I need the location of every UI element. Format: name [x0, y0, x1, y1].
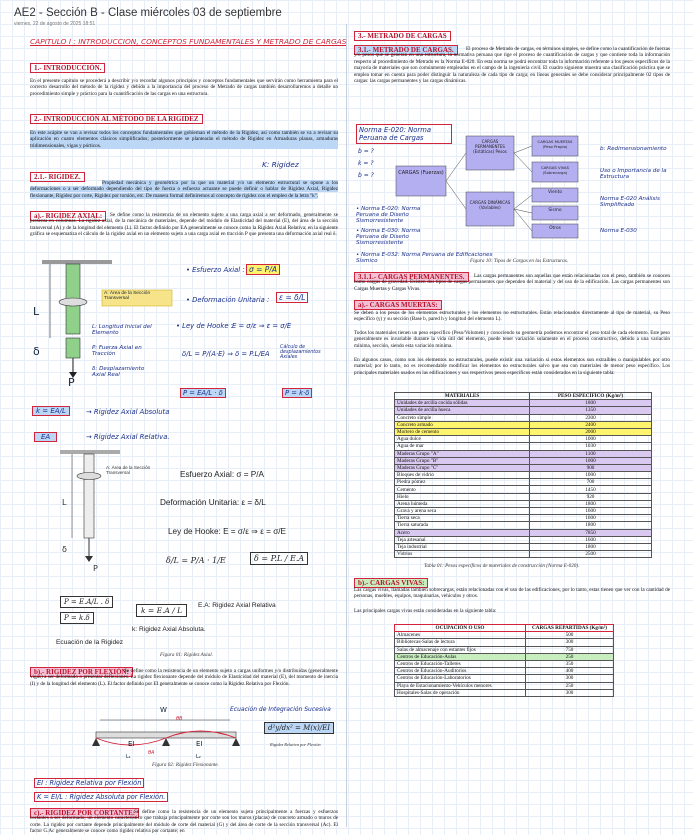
hw-norma-e020: Norma E-020: Norma Peruana de Cargas: [356, 124, 452, 144]
section-311-title: 3.1.1.- CARGAS PERMANENTES.: [354, 272, 469, 282]
hw-longitud: L: Longitud Inicial del Elemento: [92, 324, 152, 336]
weight-cell: 2400: [530, 421, 652, 428]
table-row: [395, 675, 614, 682]
section-a-title: a).- RIGIDEZ AXIAL:: [30, 211, 106, 221]
hw-kaxial-text: → Rigidez Axial Absoluta: [86, 408, 170, 416]
load-cell: 250: [526, 682, 614, 689]
section-311-text: Las cargas permanentes son aquellas que están relacionadas con el peso, también se conocen como cargas de gravedad. Existen dos tipos de cargas permanentes que dependen del material y del uso de la edificación. Las cargas permanentes son Cargas Muertas y Cargas Vivas.: [354, 273, 670, 292]
load-cell: 300: [526, 675, 614, 682]
material-cell: Concreto simple: [395, 414, 530, 421]
fig-resultado: δ = P.L / E.A: [250, 552, 308, 565]
hw-left-e: • Norma E-020: Norma Peruana de Diseño Sismorresistente: [356, 206, 421, 224]
hw-relacion: δ/L = P/(A·E) ⇒ δ = P.L/EA: [182, 350, 270, 358]
hw-deformacion-formula: ε = δ/L: [276, 292, 308, 303]
diagram-cargas: CARGAS (Fuerzas): [398, 170, 444, 176]
weight-cell: 1800: [530, 500, 652, 507]
fig-deformacion: Deformación Unitaria: ε = δ/L: [160, 498, 266, 507]
section-b-vivas-text: Las cargas vivas, llamadas también sobrecargas, están relacionadas con el uso de las edificaciones, por lo tanto, estas tienen que ver con la cantidad de personas, muebles, equipos, maquinarias, vehículos y otros.: [354, 587, 670, 600]
material-cell: Mortero de cemento: [395, 428, 530, 435]
diagram-otros: Otros: [549, 226, 561, 231]
section-2-title: 2.- INTRODUCCIÓN AL MÉTODO DE LA RIGIDEZ: [30, 114, 203, 124]
section-3-title: 3.- METRADO DE CARGAS: [354, 31, 451, 41]
table-row: [395, 428, 652, 435]
load-cell: 250: [526, 653, 614, 660]
beam: [96, 732, 236, 738]
weight-cell: 2300: [530, 414, 652, 421]
material-cell: Bloques de vidrio: [395, 472, 530, 479]
material-cell: Teja industrial: [395, 543, 530, 550]
weight-cell: 1800: [530, 400, 652, 407]
fig-eq-label: Ecuación de la Rigidez: [56, 639, 124, 646]
load-cell: 300: [526, 639, 614, 646]
bar-lower: [66, 338, 80, 358]
hw-deformacion: • Deformación Unitaria :: [186, 296, 270, 304]
hw-desplazamiento: δ: Desplazamiento Axial Real: [92, 366, 145, 378]
usage-cell: Hospitales-Salas de operación: [395, 689, 526, 696]
load-cell: 350: [526, 660, 614, 667]
section-21-title: 2.1.- RIGIDEZ.: [30, 172, 85, 182]
hw-side-e: b: Redimensionamiento: [600, 146, 667, 152]
table-row: [395, 486, 652, 493]
table-row: [395, 464, 652, 471]
table-row: [395, 443, 652, 450]
weight-cell: 1600: [530, 508, 652, 515]
table-row: [395, 682, 614, 689]
material-cell: Agua de mar: [395, 443, 530, 450]
section-21-text: Propiedad mecánica y geométrica por la que un material y/o un elemento estructural se opone a los deformaciones o a ser deformado dependiendo del tipo de fuerza o esfuerzo actuante se puede definir o hablar de Rigidez Axial, Rigidez flexionante, Rigidez por corte, Rigidez por torsión, etc. De manera formal definiremos al concepto de rigidez con el empleo de la letra "k".: [30, 180, 338, 199]
hw-ea-text: → Rigidez Axial Relativa.: [86, 433, 170, 441]
edge-2: [446, 181, 466, 209]
bar-section-ellipse: [59, 298, 87, 306]
material-cell: Cemento: [395, 486, 530, 493]
beam-ei-2: EI: [196, 740, 203, 748]
fig-ea-label: E.A: Rigidez Axial Relativa: [198, 602, 276, 609]
support-c: [232, 738, 240, 746]
beam-ei-1: EI: [128, 740, 135, 748]
table-row: [395, 646, 614, 653]
fig-area-label: A: Área de la Sección Transversal: [106, 465, 151, 475]
fig-pk2: P = k.δ: [60, 612, 94, 624]
hw-side-b: Uso o Importancia de la Estructura: [600, 168, 667, 180]
section-b-text: Se define como la resistencia de un elemento sujeto a cargas uniformes y/o distribuidas (generalmente vigas) a ser deformado o presentar deflexiones. La rigidez flexionante depende del módulo de Elasticidad del material (E), del momento de inercia (I) y de la longitud del elemento (L). El factor definido por EI generalmente se conoce como la Rigidez Relativa por Flexión.: [30, 668, 338, 687]
table-row: [395, 660, 614, 667]
hw-fuerza: P: Fuerza Axial en Tracción: [92, 345, 142, 357]
material-cell: Concreto armado: [395, 421, 530, 428]
table-row: [395, 522, 652, 529]
section-1-text: En el presente capítulo se procederá a describir y/o recordar algunos principios y conceptos fundamentales que servirán como herramienta para el correcto desarrollo del método de la rigidez y debido a la importancia del proceso de Metrado de cargas también desarrollaremos a detalle un procedimiento simple y práctico para la cuantificación de las cargas en una estructura.: [30, 78, 338, 97]
fig-l-label: L: [62, 498, 67, 507]
usage-cell: Centros de Educación-Laboratorios: [395, 675, 526, 682]
sketch-p-label: P: [68, 376, 75, 389]
figure-02-caption: Figura 02: Rigidez Flexionante.: [152, 762, 219, 768]
table-row: [395, 407, 652, 414]
hw-pk2: P = k·δ: [282, 388, 312, 398]
table-row: [395, 493, 652, 500]
material-cell: Tierra saturada: [395, 522, 530, 529]
flex-equation: d²y/dx² = M(x)/EI: [264, 722, 334, 734]
weight-cell: 1000: [530, 436, 652, 443]
usage-cell: Centros de Educación-Auditorios: [395, 668, 526, 675]
table-row: [395, 639, 614, 646]
beam-figure: [90, 712, 240, 762]
figure-10-caption: Figura 10: Tipos de Cargas en las Estructuras.: [470, 258, 569, 264]
table-row: [395, 668, 614, 675]
flex-eq-label: Rigidez Relativa por Flexión: [270, 742, 321, 747]
table-row: [395, 515, 652, 522]
table-row: [395, 543, 652, 550]
material-cell: Teja artesanal: [395, 536, 530, 543]
table-row: [395, 689, 614, 696]
live-loads-table: [394, 624, 614, 697]
chapter-title: CAPITULO I : INTRODUCCION, CONCEPTOS FUNDAMENTALES Y METRADO DE CARGAS: [30, 37, 347, 46]
section-a-muertas-text: Se deben a los pesos de los elementos estructurales y los elementos no estructurales. Están relacionados directamente al tipo de material, su Peso específico (γ) y su sección (Base b, pared h y longitud del elemento L).: [354, 310, 670, 323]
usage-cell: Centros de Educación-Aulas: [395, 653, 526, 660]
beam-l2: L₂: [196, 754, 201, 760]
table-row: [395, 632, 614, 639]
beam-l1: L₁: [126, 754, 131, 760]
weight-cell: 1600: [530, 536, 652, 543]
fig-pk1: P = E.A/L . δ: [60, 596, 113, 608]
diagram-muertas: CARGAS MUERTAS (Peso Propio): [537, 139, 573, 149]
section-b-cargas-vivas: b).- CARGAS VIVAS:: [354, 578, 428, 588]
fig-bar: [84, 454, 94, 538]
fig-p-label: P: [93, 564, 98, 573]
material-cell: Maderas Grupo "A": [395, 450, 530, 457]
table-row: [395, 400, 652, 407]
weight-cell: 920: [530, 493, 652, 500]
fig-relacion: δ/L = P/A · 1/E: [166, 556, 226, 565]
beam-theta-b: θB: [176, 716, 183, 722]
section-2-text: En este acápite se van a revisar todos los conceptos fundamentales que gobiernan el método de la Rigidez, así como también se va a revisar su aplicación en cuatro elementos clásicos simplificados; posteriormente se plantearán el método de Rigidez en Armaduras planas, armaduras tridimensionales, vigas y pórticos.: [30, 130, 338, 149]
material-cell: Hielo: [395, 493, 530, 500]
support-top: [42, 260, 112, 264]
fig-k: k = E.A / L: [136, 604, 187, 617]
hw-hooke: • Ley de Hooke :: [176, 322, 233, 330]
figure-01-caption: Figura 01: Rigidez Axial.: [160, 652, 213, 658]
diagram-viento: Viento: [547, 190, 563, 195]
weight-cell: 1000: [530, 472, 652, 479]
material-cell: Grava y arena seca: [395, 508, 530, 515]
table-row: [395, 457, 652, 464]
fig-hooke: Ley de Hooke: E = σ/ε ⇒ ε = σ/E: [168, 527, 287, 536]
load-cell: 400: [526, 668, 614, 675]
table-row: [395, 529, 652, 536]
hw-left-d: b = ?: [358, 172, 374, 179]
table-row: [395, 436, 652, 443]
hw-left-a: b = ?: [358, 148, 374, 155]
usage-cell: Almacenes: [395, 632, 526, 639]
diagram-permanentes: CARGAS PERMANENTES (Estáticas) Pesos: [473, 139, 507, 154]
hw-left-c: k = ?: [358, 160, 374, 167]
diagram-dinamicas: CARGAS DINÁMICAS (Variables): [469, 200, 511, 210]
weight-header: PESO ESPECÍFICO (Kg/m³): [530, 393, 652, 400]
hw-left-f: • Norma E-030: Norma Peruana de Diseño Sismorresistente: [356, 228, 421, 246]
fig-support: [60, 450, 120, 454]
diagram-vivas: CARGAS VIVAS (Sobrecarga): [540, 165, 570, 175]
usage-cell: Bibliotecas-Salas de lectura: [395, 639, 526, 646]
column-divider: [346, 24, 347, 827]
usage-cell: Playa de Estacionamiento-Vehículos menores: [395, 682, 526, 689]
hw-hooke-formula: E = σ/ε ⇒ ε = σ/E: [232, 322, 292, 330]
hw-k: K = EI/L : Rigidez Absoluta por Flexión.: [34, 792, 168, 802]
section-b-title: b).- RIGIDEZ POR FLEXIÓN:: [30, 667, 133, 677]
material-cell: Piedra pómez: [395, 479, 530, 486]
weight-cell: 2500: [530, 551, 652, 558]
table-row: [395, 653, 614, 660]
fig-esfuerzo: Esfuerzo Axial: σ = P/A: [180, 470, 265, 479]
materials-header: MATERIALES: [395, 393, 530, 400]
usage-cell: Centros de Educación-Talleres: [395, 660, 526, 667]
weight-cell: 1600: [530, 515, 652, 522]
handwritten-k-rigidez: K: Rigidez: [262, 160, 299, 169]
section-31-title: 3.1.- METRADO DE CARGAS.: [354, 45, 458, 55]
weight-cell: 2000: [530, 428, 652, 435]
sketch-d-label: δ: [33, 345, 40, 358]
weight-cell: 1100: [530, 450, 652, 457]
material-cell: Acero: [395, 529, 530, 536]
section-a-text: Se define como la resistencia de un elemento sujeto a una carga axial a ser deformado, generalmente se presenta en columnas. La rigidez axial, de la mecánica de materiales, depende del módulo de Elasticidad del material (E), del área de la sección transversal (A) y de la longitud del elemento (L). El factor definido por EA generalmente se conoce como la Rigidez Axial Relativa; en la siguiente gráfica se esquematiza el cálculo de la rigidez axial en un elemento sujeto a una carga axial en tracción P que presenta una deformación axial real δ.: [30, 212, 338, 238]
materials-table: [394, 392, 652, 558]
table-row: [395, 414, 652, 421]
material-cell: Vidrios: [395, 551, 530, 558]
sketch-l-label: L: [33, 305, 40, 318]
weight-cell: 1030: [530, 443, 652, 450]
edge-3: [514, 146, 532, 153]
material-cell: Maderas Grupo "B": [395, 457, 530, 464]
beam-w: W: [160, 706, 167, 714]
table-row: [395, 500, 652, 507]
table-row: [395, 479, 652, 486]
table-row: [395, 421, 652, 428]
diagram-sismo: Sismo: [548, 208, 562, 213]
usage-header: OCUPACIÓN O USO: [395, 625, 526, 632]
section-a-muertas-text2: Todos los materiales tienen un peso específico (Peso/Volumen) y conociendo su geometría podemos encontrar el peso total de cada elemento. Este peso generalmente es invariable durante la vida útil del elemento, puede tener variación solamente en el proceso constructivo, debido a una variación mínima, sección, siendo esta variación mínima.: [354, 330, 670, 349]
edge-5: [514, 195, 532, 209]
section-a-muertas-text3: En algunos casos, como son los elementos no estructurales, puede existir una variación si estos elementos son extraíbles o manipulables por otro material; por lo tanto, no es recomendable modificar los elementos no estructurales salvo que sea con materiales de menor peso específico. Los principales materiales usados en las edificaciones y sus respectivos pesos específicos están considerados en la siguiente tabla:: [354, 357, 670, 376]
section-1-title: 1.- INTRODUCCIÓN.: [30, 63, 105, 73]
weight-cell: 700: [530, 479, 652, 486]
page-date: viernes, 22 de agosto de 2025 18:51: [14, 21, 96, 27]
weight-cell: 900: [530, 464, 652, 471]
hw-side-c: Norma E-020 Análisis Simplificado: [600, 196, 660, 208]
material-cell: Unidades de arcilla hueca: [395, 407, 530, 414]
hw-left-g: • Norma E-032: Norma Peruana de Edificaciones Sísmico: [356, 252, 493, 264]
material-cell: Tierra seca: [395, 515, 530, 522]
edge-1: [446, 153, 466, 181]
load-cell: 750: [526, 646, 614, 653]
table-row: [395, 508, 652, 515]
hw-esfuerzo: • Esfuerzo Axial :: [186, 266, 245, 274]
hw-side-d: Norma E-030: [600, 228, 637, 234]
load-cell: 300: [526, 689, 614, 696]
hw-integracion: Ecuación de Integración Sucesiva: [230, 706, 331, 713]
table-row: [395, 472, 652, 479]
hw-esfuerzo-formula: σ = P/A: [246, 264, 280, 275]
weight-cell: 1000: [530, 457, 652, 464]
loads-header: CARGAS REPARTIDAS (Kg/m²): [526, 625, 614, 632]
table-row: [395, 450, 652, 457]
fig-arrowhead: [85, 556, 93, 562]
page-title: AE2 - Sección B - Clase miércoles 03 de septiembre: [14, 7, 282, 19]
section-31-text: El proceso de Metrado de cargas, en términos simples, se define como la cuantificación de fuerzas y/o pesos que se generan en una estructura, la normativa peruana que rige el proceso de cuantificación de cargas y que contiene toda la información respecto al procedimiento de Metrado es la Norma E-020. En esta norma se podrá encontrar toda la información referente a los pesos específicos de la mayoría de materiales que son comúnmente empleados en el campo de la ingeniería civil. El cuadro siguiente muestra una clasificación práctica que se emplea tomar en cuenta para poder distinguir la naturaleza de cada tipo de carga; en líneas generales se debe considerar principalmente 02 tipos de cargas: las cargas permanentes y las cargas dinámicas.: [354, 46, 671, 85]
page-header: [14, 7, 344, 27]
table-row: [395, 551, 652, 558]
fig-section: [77, 473, 101, 480]
hw-calculo: Cálculo de desplazamientos Axiales: [280, 345, 321, 360]
hw-ei: EI : Rigidez Relativa por Flexión: [34, 778, 144, 788]
edge-4: [514, 153, 532, 172]
section-c-title: c).- RIGIDEZ POR CORTANTE:: [30, 808, 139, 818]
weight-cell: 1450: [530, 486, 652, 493]
weight-cell: 1350: [530, 407, 652, 414]
material-cell: Maderas Grupo "C": [395, 464, 530, 471]
load-cell: 500: [526, 632, 614, 639]
material-cell: Agua dulce: [395, 436, 530, 443]
hw-ea: EA: [34, 432, 57, 442]
section-a-cargas-muertas: a).- CARGAS MUERTAS:: [354, 300, 442, 310]
weight-cell: 1800: [530, 522, 652, 529]
section-b-vivas-text2: Las principales cargas vivas están consideradas en la siguiente tabla:: [354, 608, 497, 614]
fig-d-label: δ: [62, 545, 67, 554]
fig-k-label: k: Rigidez Axial Absoluta.: [132, 626, 206, 633]
material-cell: Arena húmeda: [395, 500, 530, 507]
usage-cell: Salas de almacenaje con estantes fijos: [395, 646, 526, 653]
weight-cell: 7850: [530, 529, 652, 536]
material-cell: Unidades de arcilla cocida sólidas: [395, 400, 530, 407]
beam-theta-a: θA: [148, 750, 155, 756]
table-01-caption: Tabla 01: Pesos específicos de materiales de construcción (Norma E-020).: [424, 563, 580, 569]
weight-cell: 1800: [530, 543, 652, 550]
hw-kaxial: k = EA/L: [32, 406, 70, 416]
section-c-text: Se define como la resistencia de un elemento sujeto principalmente a fuerzas y esfuerzos cortantes a ser deformado; un elemento característico que trabaja principalmente por corte son los muros (placas) de concreto armado o muros de corte. La rigidez por cortante depende principalmente del módulo de corte del material (G) y del área de corte de la sección transversal (Ac). El factor G.Ac generalmente se conoce como rigidez relativa por cortante; en: [30, 809, 338, 835]
area-label: A: Área de la Sección Transversal: [104, 291, 151, 301]
hw-pk: P = EA/L · δ: [180, 388, 226, 398]
table-row: [395, 536, 652, 543]
